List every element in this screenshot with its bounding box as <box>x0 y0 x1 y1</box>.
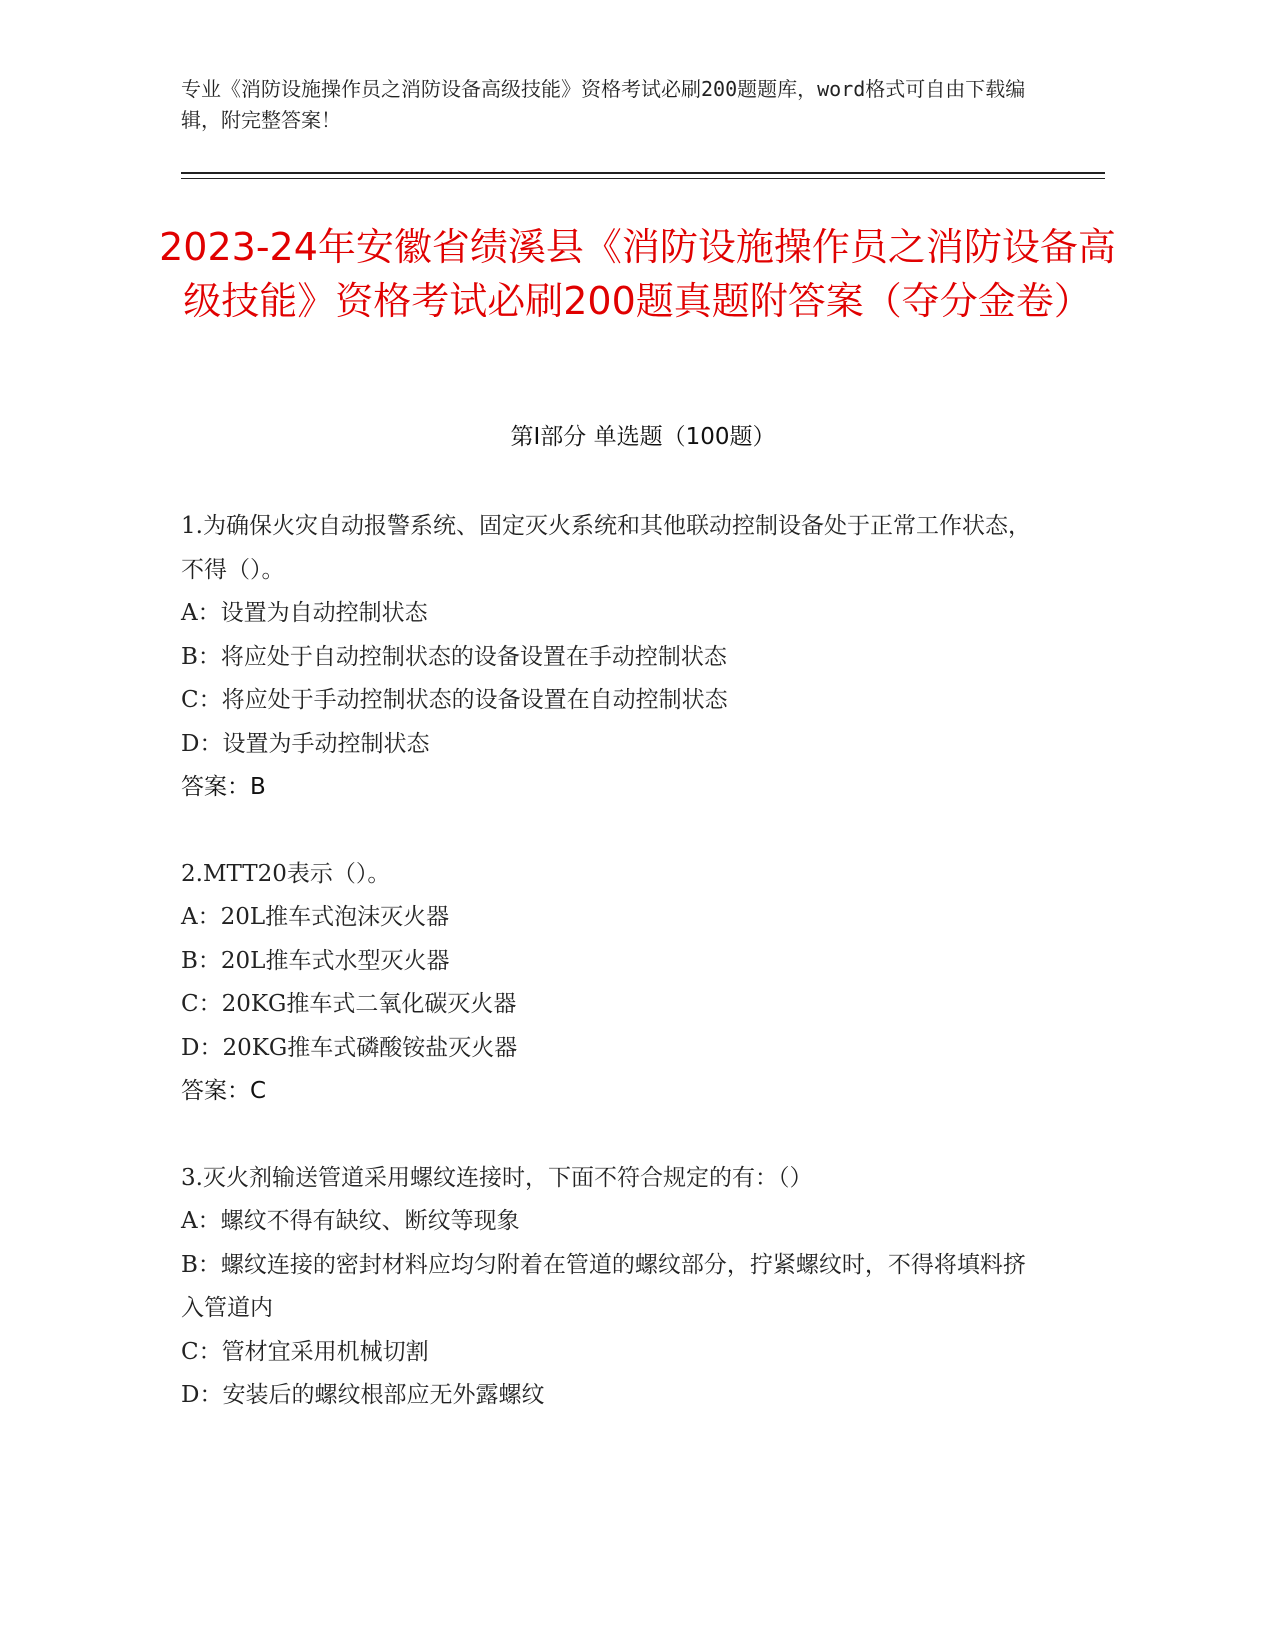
question-stem: 2.MTT20表示（）。 <box>181 860 391 887</box>
question-stem: 1.为确保火灾自动报警系统、固定灭火系统和其他联动控制设备处于正常工作状态，不得（）。 <box>181 513 1031 583</box>
option-b: B：螺纹连接的密封材料应均匀附着在管道的螺纹部分，拧紧螺纹时，不得将填料挤入管道内 <box>181 1251 1026 1321</box>
option-c: C：20KG推车式二氧化碳灭火器 <box>181 991 517 1017</box>
option-d: D：20KG推车式磷酸铵盐灭火器 <box>181 1034 518 1061</box>
option-c: C：管材宜采用机械切割 <box>181 1338 429 1365</box>
question-stem: 3.灭火剂输送管道采用螺纹连接时，下面不符合规定的有：（） <box>181 1164 813 1191</box>
answer-line: 答案：B <box>181 774 266 800</box>
question-3 <box>181 1157 1041 1418</box>
option-a: A：20L推车式泡沫灭火器 <box>181 904 450 930</box>
option-c: C：将应处于手动控制状态的设备设置在自动控制状态 <box>181 687 728 713</box>
answer-line: 答案：C <box>181 1078 267 1104</box>
option-b: B：20L推车式水型灭火器 <box>181 947 450 974</box>
option-d: D：安装后的螺纹根部应无外露螺纹 <box>181 1382 545 1408</box>
option-d: D：设置为手动控制状态 <box>181 730 430 757</box>
option-a: A：设置为自动控制状态 <box>181 600 428 626</box>
option-b: B：将应处于自动控制状态的设备设置在手动控制状态 <box>181 643 727 670</box>
question-1 <box>181 505 1041 810</box>
document-title: 2023-24年安徽省绩溪县《消防设施操作员之消防设备高级技能》资格考试必刷200题真题附答案（夺分金卷） <box>159 225 1116 323</box>
question-2 <box>181 853 1041 1114</box>
option-a: A：螺纹不得有缺纹、断纹等现象 <box>181 1208 520 1234</box>
header-note: 专业《消防设施操作员之消防设备高级技能》资格考试必刷200题题库，word格式可自由下载编辑，附完整答案！ <box>181 77 1026 132</box>
header-rule-thick <box>181 172 1105 174</box>
header-rule-thin <box>181 178 1105 179</box>
section-title: 第I部分 单选题（100题） <box>510 424 776 450</box>
question-list <box>181 505 1041 1461</box>
